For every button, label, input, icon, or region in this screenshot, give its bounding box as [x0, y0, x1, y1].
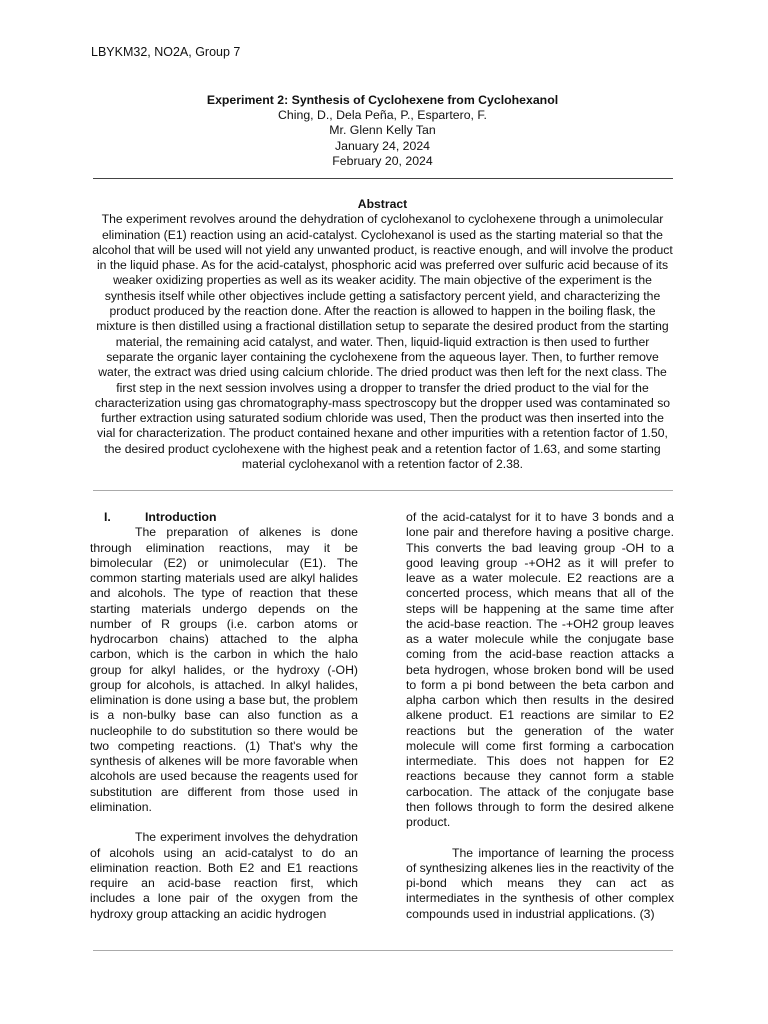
paragraph: The importance of learning the process of synthesizing alkenes lies in the reactivity of the pi-bond which means they can act as intermediates in the synthesis of other complex compounds used in industrial applications. (3)	[406, 845, 674, 921]
abstract-heading: Abstract	[357, 197, 408, 211]
introduction-heading	[90, 510, 358, 525]
authors: Ching, D., Dela Peña, P., Espartero, F.	[278, 108, 487, 123]
paragraph: The experiment involves the dehydration of alcohols using an acid-catalyst to do an elimination reaction. Both E2 and E1 reactions require an acid-base reaction first, which includes a lone pair of the oxygen from the hydroxy group attacking an acidic hydrogen	[90, 830, 358, 921]
right-column	[406, 510, 674, 922]
date-performed: January 24, 2024	[334, 138, 431, 153]
section-title: Introduction	[145, 510, 217, 524]
date-submitted: February 20, 2024	[332, 153, 433, 168]
abstract-text: The experiment revolves around the dehydration of cyclohexanol to cyclohexene through a unimolecular elimination (E1) reaction using an acid-catalyst. Cyclohexanol is used as the starting material so that the alcohol that will be used will not yield any unwanted product, is reactive enough, and will involve the product in the liquid phase. As for the acid-catalyst, phosphoric acid was preferred over sulfuric acid because of its weaker oxidizing properties as well as its weaker acidity. The main objective of the experiment is the synthesis itself while other objectives include getting a satisfactory percent yield, and characterizing the product produced by the reaction done. After the reaction is allowed to happen in the boiling flask, the mixture is then distilled using a fractional distillation setup to separate the desired product from the starting material, the remaining acid catalyst, and water. Then, liquid-liquid extraction is then used to further separate the organic layer containing the cyclohexene from the aqueous layer. Then, to further remove water, the extract was dried using calcium chloride. The dried product was then left for the next class. The first step in the next session involves using a dropper to transfer the dried product to the vial for the characterization using gas chromatography-mass spectroscopy but the dropper used was contaminated so further extraction using saturated sodium chloride was used, Then the product was then inserted into the vial for characterization. The product contained hexane and other impurities with a retention factor of 1.50, the desired product cyclohexene with the highest peak and a retention factor of 1.63, and some starting material cyclohexanol with a retention factor of 2.38.	[92, 212, 673, 472]
instructor: Mr. Glenn Kelly Tan	[329, 123, 436, 138]
title-divider	[93, 178, 673, 179]
paragraph: The preparation of alkenes is done through elimination reactions, may it be bimolecular (E2) or unimolecular (E1). The common starting materials used are alkyl halides and alcohols. The type of reaction that these starting materials undergo depends on the number of R groups (i.e. carbon atoms or hydrocarbon chains) attached to the alpha carbon, which is the carbon in which the halo group for alkyl halides, or the hydroxy (-OH) group for alcohols, is attached. In alkyl halides, elimination is done using a base but, the problem is a non-bulky base can also function as a nucleophile to do substitution so there would be two competing reactions. (1) That's why the synthesis of alkenes will be more favorable when alcohols are used because the reagents used for substitution are different from those used in elimination.	[90, 525, 358, 814]
title-block	[91, 93, 674, 169]
paragraph: of the acid-catalyst for it to have 3 bonds and a lone pair and therefore having a positive charge. This converts the bad leaving group -OH to a good leaving group -+OH2 as it will prefer to leave as a water molecule. E2 reactions are a concerted process, which means that all of the steps will be happening at the same time after the acid-base reaction. The -+OH2 group leaves as a water molecule while the conjugate base coming from the acid-base reaction attacks a beta hydrogen, whose broken bond will be used to form a pi bond between the beta carbon and alpha carbon which then results in the desired alkene product. E1 reactions are similar to E2 reactions but the generation of the water molecule will come first forming a carbocation intermediate. This does not happen for E2 reactions because they cannot form a stable carbocation. The attack of the conjugate base then follows through to form the desired alkene product.	[406, 510, 674, 829]
left-column	[90, 510, 358, 922]
abstract-section	[91, 197, 674, 472]
abstract-divider	[93, 490, 673, 491]
section-number: I.	[104, 510, 111, 524]
paper-title: Experiment 2: Synthesis of Cyclohexene from Cyclohexanol	[206, 93, 559, 107]
footer-divider	[93, 950, 673, 951]
document-code: LBYKM32, NO2A, Group 7	[91, 45, 241, 59]
